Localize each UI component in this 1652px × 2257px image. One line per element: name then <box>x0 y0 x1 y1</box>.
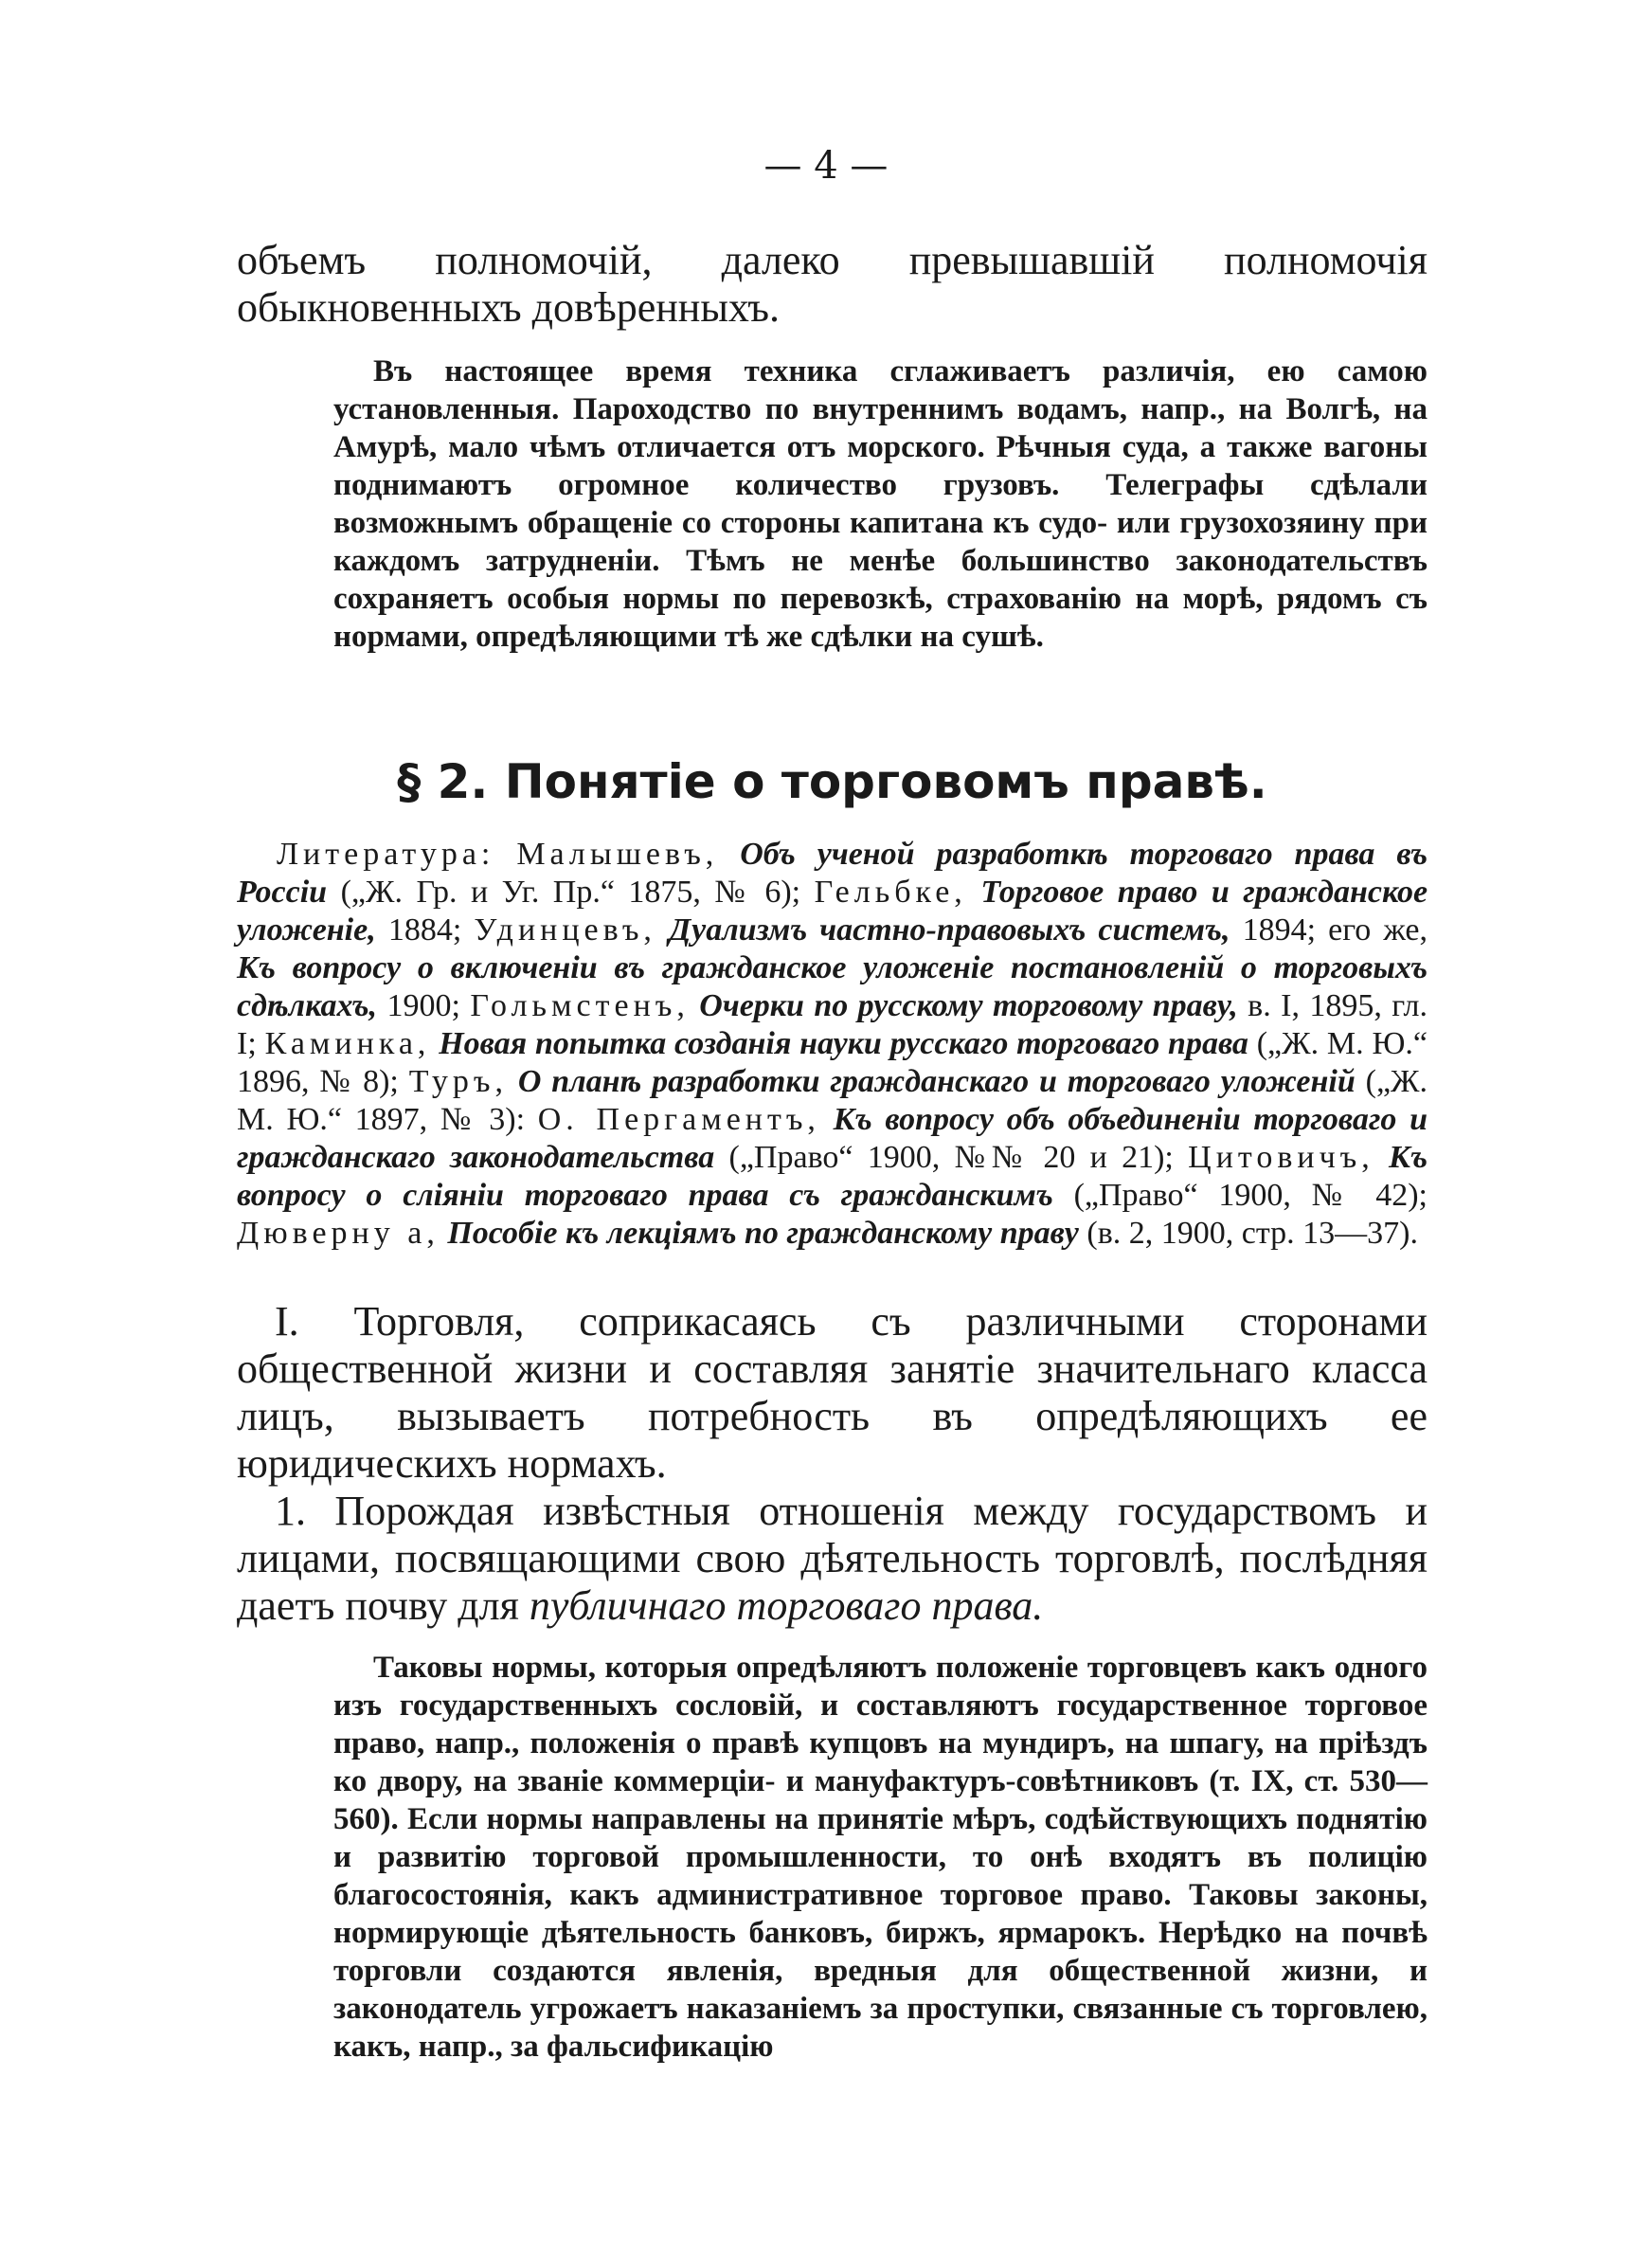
lit-title: Къ вопросу объ объединеніи торговаго и гражданскаго законодательства <box>237 1102 1428 1175</box>
paragraph-continuation: объемъ полномочій, далеко превышавшій полномочія обыкновенныхъ довѣренныхъ. <box>237 237 1428 331</box>
lit-source: („Ж. Гр. и Уг. Пр.“ 1875, № 6); <box>340 875 801 910</box>
lit-title: Новая попытка созданія науки русскаго торговаго права <box>439 1026 1248 1061</box>
literature-label: Литература: <box>277 837 495 872</box>
lit-author: О. Пергаментъ, <box>537 1102 820 1137</box>
lit-source: 1884; <box>387 912 462 948</box>
lit-title: Къ вопросу о сліяніи торговаго права съ гражданскимъ <box>237 1140 1428 1213</box>
literature-list <box>237 836 1428 1253</box>
lit-source: в. I, 1895, гл. I; <box>237 988 1428 1061</box>
lit-source: 1894; его же, <box>1242 912 1428 948</box>
lit-source: („Ж. М. Ю.“ 1897, № 3): <box>237 1064 1428 1137</box>
note-technology: Въ настоящее время техника сглаживаетъ различія, ею самою установленныя. Пароходство по внутреннимъ водамъ, напр., на Волгѣ, на Амурѣ, мало чѣмъ отличается отъ морского. Рѣчныя суда, а также вагоны поднимаютъ огромное количество грузовъ. Телеграфы сдѣлали возможнымъ обращеніе со стороны капитана къ судо- или грузохозяину при каждомъ затрудненіи. Тѣмъ не менѣе большинство законодательствъ сохраняетъ особыя нормы по перевозкѣ, страхованію на морѣ, рядомъ съ нормами, опредѣляющими тѣ же сдѣлки на сушѣ. <box>333 354 1428 654</box>
paragraph-1 <box>237 1488 1428 1630</box>
lit-title: Дуализмъ частно-правовыхъ системъ, <box>669 912 1230 948</box>
page-number: — 4 — <box>763 144 889 188</box>
lit-author: Дюверну а, <box>237 1216 440 1251</box>
lit-author: Гольмстенъ, <box>470 988 690 1023</box>
lit-source: („Право“ 1900, №№ 20 и 21); <box>728 1140 1174 1175</box>
lit-title: Объ ученой разработкѣ торговаго права въ Россіи <box>237 837 1428 910</box>
lit-title: О планѣ разработки гражданскаго и торговаго уложеній <box>517 1064 1356 1099</box>
paragraph-1-text: 1. Порождая извѣстныя отношенія между государствомъ и лицами, посвящающими свою дѣятельность торговлѣ, послѣдняя даетъ почву для <box>237 1488 1428 1629</box>
paragraph-I: I. Торговля, соприкасаясь съ различными сторонами общественной жизни и составляя занятіе значительнаго класса лицъ, вызываетъ потребность въ опредѣляющихъ ее юридическихъ нормахъ. <box>237 1298 1428 1487</box>
note-state-trade-law: Таковы нормы, которыя опредѣляютъ положеніе торговцевъ какъ одного изъ государственныхъ сословій, и составляютъ государственное торговое право, напр., положенія о правѣ купцовъ на мундиръ, на шпагу, на пріѣздъ ко двору, на званіе коммерціи- и мануфактуръ-совѣтниковъ (т. IX, ст. 530—560). Если нормы направлены на принятіе мѣръ, содѣйствующихъ поднятію и развитію торговой промышленности, то онѣ входятъ въ полицію благосостоянія, какъ административное торговое право. Таковы законы, нормирующіе дѣятельность банковъ, биржъ, ярмарокъ. Нерѣдко на почвѣ торговли создаются явленія, вредныя для общественной жизни, и законодатель угрожаетъ наказаніемъ за проступки, связанные съ торговлею, какъ, напр., за фальсификацію <box>333 1651 1428 2064</box>
paragraph-1-italic: публичнаго торговаго права. <box>529 1582 1044 1629</box>
lit-author: Цитовичъ, <box>1188 1140 1374 1175</box>
lit-source: 1900; <box>386 988 460 1023</box>
lit-author: Гельбке, <box>814 875 967 910</box>
lit-source: („Право“ 1900, № 42); <box>1073 1178 1428 1213</box>
lit-source: (в. 2, 1900, стр. 13—37). <box>1086 1216 1418 1251</box>
lit-author: Удинцевъ, <box>474 912 656 948</box>
lit-title: Очерки по русскому торговому праву, <box>699 988 1238 1023</box>
lit-title: Торговое право и гражданское уложеніе, <box>237 875 1428 948</box>
section-heading: § 2. Понятіе о торговомъ правѣ. <box>397 754 1267 809</box>
lit-author: Каминка, <box>264 1026 431 1061</box>
lit-author: Туръ, <box>408 1064 508 1099</box>
lit-title: Къ вопросу о включеніи въ гражданское уложеніе постановленій о торговыхъ сдѣлкахъ, <box>237 950 1428 1023</box>
lit-source: („Ж. М. Ю.“ 1896, № 8); <box>237 1026 1428 1099</box>
lit-author: Малышевъ, <box>516 837 719 872</box>
lit-title: Пособіе къ лекціямъ по гражданскому праву <box>447 1216 1079 1251</box>
